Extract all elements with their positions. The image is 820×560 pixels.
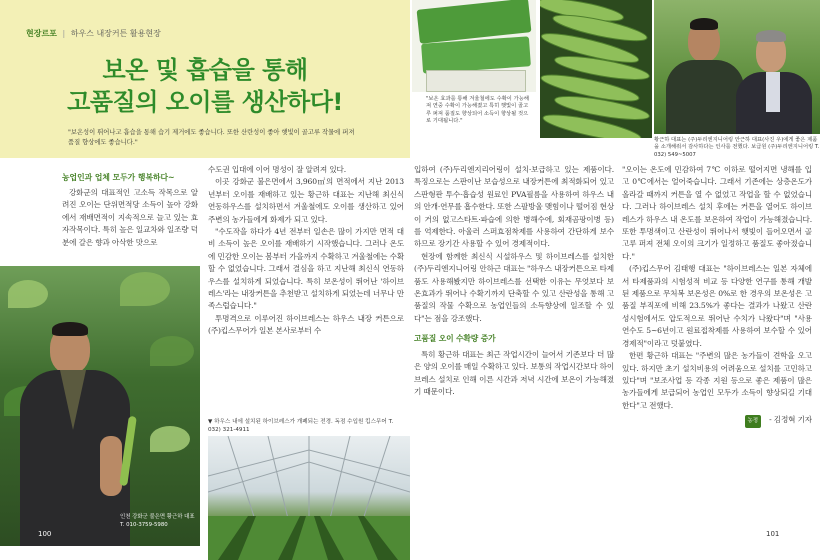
col4-signoff [622,414,812,427]
col3-p2: 현장에 함께한 최신식 시설하우스 및 하이브레스를 설치한 (주)두리엔지니어링 안하근 대표는 "하우스 내장커튼으로 타제품도 사용해봤지만 하이브레스를 선택한 이유는 무엇보다 보온효과가 뛰어나 수확기까지 단축할 수 있고 산란성을 통해 고품질의 작물 수확으로 농업인들의 소득향상에 일조할 수 있다"는 점을 강조했다. [414,251,614,323]
farmer-photo [0,266,200,546]
col2-p4: 투명격으로 이루어진 하이브레스는 하우스 내장 커튼으로 (주)킵스무어가 일본 본사로부터 수 [208,313,404,336]
title-line-2: 고품질의 오이를 생산하다! [67,88,343,116]
column-4 [622,164,812,428]
col4-p2: (주)킵스무어 김태행 대표는 "하이브레스는 일본 자체에서 타제품과의 시험성적 비교 등 다양한 연구를 통해 개발된 제품으로 무처복 보온성은 0%로 한 경우의 보온성은 고품질 부직포에 비해 23.5%가 좋다는 결과가 나왔고 산란성시험에서도 압도적으로 뛰어난 수치가 나왔다"며 "사용연수도 5~6년이고 원료접착제를 사용하여 보수할 수 있어 경제적"이라고 덧붙였다. [622,264,812,348]
col3-p3: 특히 황근하 대표는 최근 작업시간이 늘어서 기존보다 더 많은 양의 오이를 매일 수확하고 있다. 보통의 작업시간보다 하이브레스 설치로 인해 이른 시간과 저녁 시간에 보온이 가능해졌기 때문이다. [414,349,615,396]
section-header [26,28,161,39]
portrait-caption: 황근하 대표는 (주)두리엔지니어링 안근하 대표(사진 우)에게 좋은 제품을 소개해줘서 감사하다는 인사를 전했다. 보급원 (주)두리엔지니어링 T. 032) 549~5007 [654,137,820,158]
col3-p1: 입하여 (주)두리엔지리어링이 설치·보급하고 있는 제품이다. 특징으로는 스판이난 보습성으로 내장커튼에 최적화되어 있고 스판형판 투수·흡습성 원료인 PVA필름을 사용하여 하우스 내의 안개·연무를 흡수한다. 또한 스팔방울 맺힘이나 떨어짐 현상이 거의 없고스타트·파습에 의한 병해수에, 회재곰팡이병 등)를 억제한다. 아울러 스퍼효점착제를 사용하여 간단하게 보수하므로 장기간 사용할 수 있어 경제적이다. [414,165,615,249]
page-number-left: 100 [38,530,52,538]
lead-quote: "보온성이 뛰어나고 흡습을 통해 습기 제거에도 좋습니다. 또한 산란성이 좋아 햇빛이 골고루 작물에 퍼져 품질 향상에도 좋습니다." [68,129,355,146]
section-subtitle: 하우스 내장커튼 활용현장 [70,29,161,38]
portrait-photo [654,0,820,134]
page-number-right: 101 [766,530,780,538]
cucumber-box-photo [412,0,536,92]
greenhouse-caption: ▼ 하우스 내에 설치된 하이브레스가 개폐되는 전경. 독점 수입원 킵스무어 T. 032) 321-4911 [208,419,394,433]
greenhouse-photo [208,436,410,560]
column-2 [208,164,404,338]
page-title [0,54,410,118]
byline-badge: 농정 [745,415,761,427]
title-line-1: 보온 및 흡습을 통해 [102,56,308,84]
section-label: 현장르포 [26,29,57,38]
cucumbers-photo [540,0,652,138]
farmer-caption: 인천 강화군 불은면 황근하 대표 T. 010-3759-5980 [120,514,195,528]
col1-text: 강화군의 대표적인 고소득 작목으로 알려진 오이는 단위면적당 소득이 높아 강화에서 재배면적이 지속적으로 늘고 있는 효자작목이다. 특히 높은 일교차와 일조량 덕분에 갈은 향과 아삭한 맛으로 [62,188,198,247]
col2-p1: 수도권 입대에 이어 명성이 잘 알려져 있다. [208,165,346,174]
column-3 [414,164,614,398]
header-separator: | [62,29,66,38]
col4-p1: "오이는 온도에 민감하여 7℃ 이하로 떨어지면 냉해를 입고 0℃에서는 얼어죽습니다. 그래서 기존에는 상층온도가 올라갈 때까지 커튼을 열 수 없었고 작업을 할 수 없었습니다. 그러나 하이브레스 설치 후에는 커튼을 열어도 하이브레스가 하우스 내 온도를 보온하여 작업이 가능해졌습니다. 또한 투명색이고 산란성이 뛰어나서 햇빛이 들어오면서 골고루 퍼져 전체 오이의 크기가 일정하고 품질도 좋아졌습니다." [622,165,812,261]
col1-heading: 농업인과 업체 모두가 행복하다~ [62,173,175,182]
col2-p3: "수도작을 하다가 4년 전부터 일손은 많이 가지만 면적 대비 소득이 높은 오이를 재배하기 시작했습니다. 그러나 온도에 민감한 오이는 봄부터 가을까지 수확하고 겨울철에는 수확할 수 없었습니다. 그래서 결심을 하고 지난해 최신식 연동하우스를 설치하게 되었습니다. 특히 보온성이 뛰어난 '하이브레스'라는 내장커튼을 추천받고 설치하게 되었는데 너무나 만족스럽습니다." [208,227,404,311]
col2-p2: 이곳 강화군 불은면에서 3,960㎡의 면적에서 지난 2013년부터 오이를 재배하고 있는 황근하 대표는 지난해 최신식 연동하우스를 설치하면서 겨울철에도 오이를 생산하고 있어 주변의 농가들에게 화제가 되고 있다. [208,177,404,224]
byline: - 김정혁 기자 [769,415,812,425]
col3-heading: 고품질 오이 수확량 증가 [414,334,496,344]
column-1 [62,172,198,249]
col4-p3: 한편 황근하 대표는 "주변의 많은 농가들이 견학을 오고 있다. 하지만 초기 설치비용의 어려움으로 설치를 고민하고 있다"며 "보조사업 등 각종 지원 등으로 좋은 제품이 많은 농가들에게 보급되어 농업인 모두가 소득이 향상되길 기대한다"고 전했다. [622,351,812,410]
photo-caption-box: "보온 효과를 통해 겨울철에도 수확이 가능해져 연중 수확이 가능해졌고 특히 햇빛이 골고루 퍼져 품질도 향상되어 소득이 향상될 것으로 기대됩니다." [426,96,529,125]
